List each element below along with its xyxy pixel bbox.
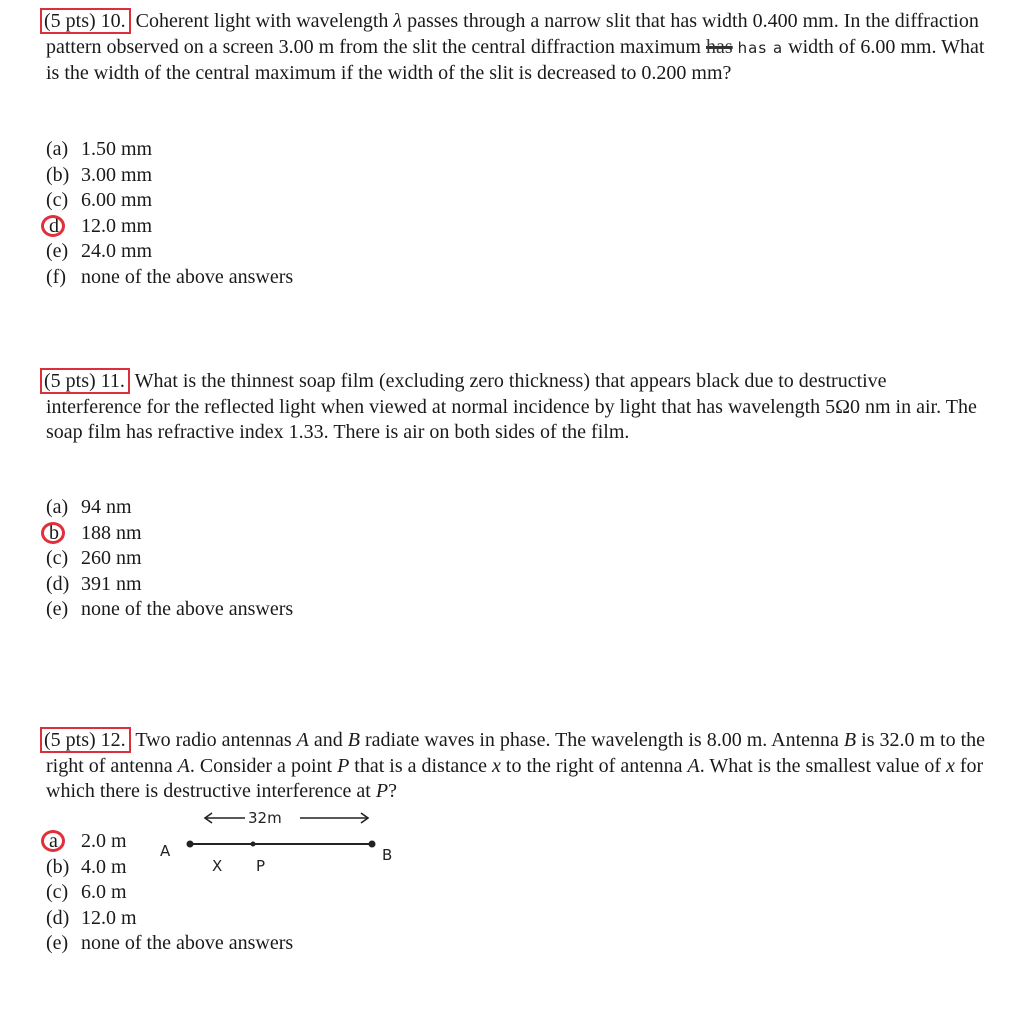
option-c[interactable]: (c) 260 nm xyxy=(46,547,142,569)
option-e[interactable]: (e) 24.0 mm xyxy=(46,240,153,262)
question-11-options xyxy=(46,495,293,623)
question-12-tag: (5 pts) 12. xyxy=(40,727,131,753)
question-11-text: (5 pts) 11. What is the thinnest soap film (excluding zero thickness) that appears black due to destructive interference for the reflected light when viewed at normal incidence by light that has wavelength 5Ω0 nm in air. The soap film has refractive index 1.33. There is air on both sides of the film. xyxy=(46,368,986,446)
answer-circle-mark xyxy=(41,830,65,852)
question-10-tag: (5 pts) 10. xyxy=(40,8,131,34)
label-p: P xyxy=(256,857,266,875)
option-e[interactable]: (e) none of the above answers xyxy=(46,932,294,954)
question-10-text: (5 pts) 10. Coherent light with wavelength λ passes through a narrow slit that has width 0.400 mm. In the diffraction pattern observed on a screen 3.00 m from the slit the central diffraction maximum has has a width of 6.00 mm. What is the width of the central maximum if the width of the slit is decreased to 0.200 mm? xyxy=(46,8,986,87)
label-x: X xyxy=(212,857,223,875)
answer-circle-mark xyxy=(41,215,65,237)
label-b: B xyxy=(382,846,393,864)
question-10 xyxy=(46,8,986,87)
option-b[interactable]: (b) 4.0 m xyxy=(46,855,127,878)
antenna-diagram xyxy=(150,806,410,876)
handwritten-insert: has a xyxy=(737,38,784,57)
option-a[interactable]: (a) 94 nm xyxy=(46,496,132,518)
distance-label: 32m xyxy=(248,809,282,827)
option-c[interactable]: (c) 6.0 m xyxy=(46,881,127,903)
point-p-dot xyxy=(251,842,256,847)
option-e[interactable]: (e) none of the above answers xyxy=(46,598,294,620)
question-11 xyxy=(46,368,986,446)
option-a-selected[interactable]: a 2.0 m xyxy=(46,829,293,855)
lambda-symbol: λ xyxy=(393,10,403,32)
label-a: A xyxy=(160,842,171,860)
option-c[interactable]: (c) 6.00 mm xyxy=(46,189,153,211)
struck-word: has xyxy=(705,35,733,58)
antenna-a-point xyxy=(187,841,194,848)
question-10-options xyxy=(46,137,293,290)
option-d[interactable]: (d) 391 nm xyxy=(46,572,142,595)
option-b[interactable]: (b) 3.00 mm xyxy=(46,163,153,186)
option-d-selected[interactable]: d 12.0 mm xyxy=(46,214,293,240)
option-d[interactable]: (d) 12.0 m xyxy=(46,906,137,929)
antenna-b-point xyxy=(369,841,376,848)
answer-circle-mark xyxy=(41,522,65,544)
option-b-selected[interactable]: b 188 nm xyxy=(46,521,293,547)
option-f[interactable]: (f) none of the above answers xyxy=(46,265,294,288)
question-12 xyxy=(46,727,986,805)
question-11-tag: (5 pts) 11. xyxy=(40,368,130,394)
option-a[interactable]: (a) 1.50 mm xyxy=(46,138,153,160)
question-12-text: (5 pts) 12. Two radio antennas A and B radiate waves in phase. The wavelength is 8.00 m. Antenna B is 32.0 m to the right of antenna A. Consider a point P that is a distance x to the right of antenna A. What is the smallest value of x for which there is destructive interference at P? xyxy=(46,727,986,805)
